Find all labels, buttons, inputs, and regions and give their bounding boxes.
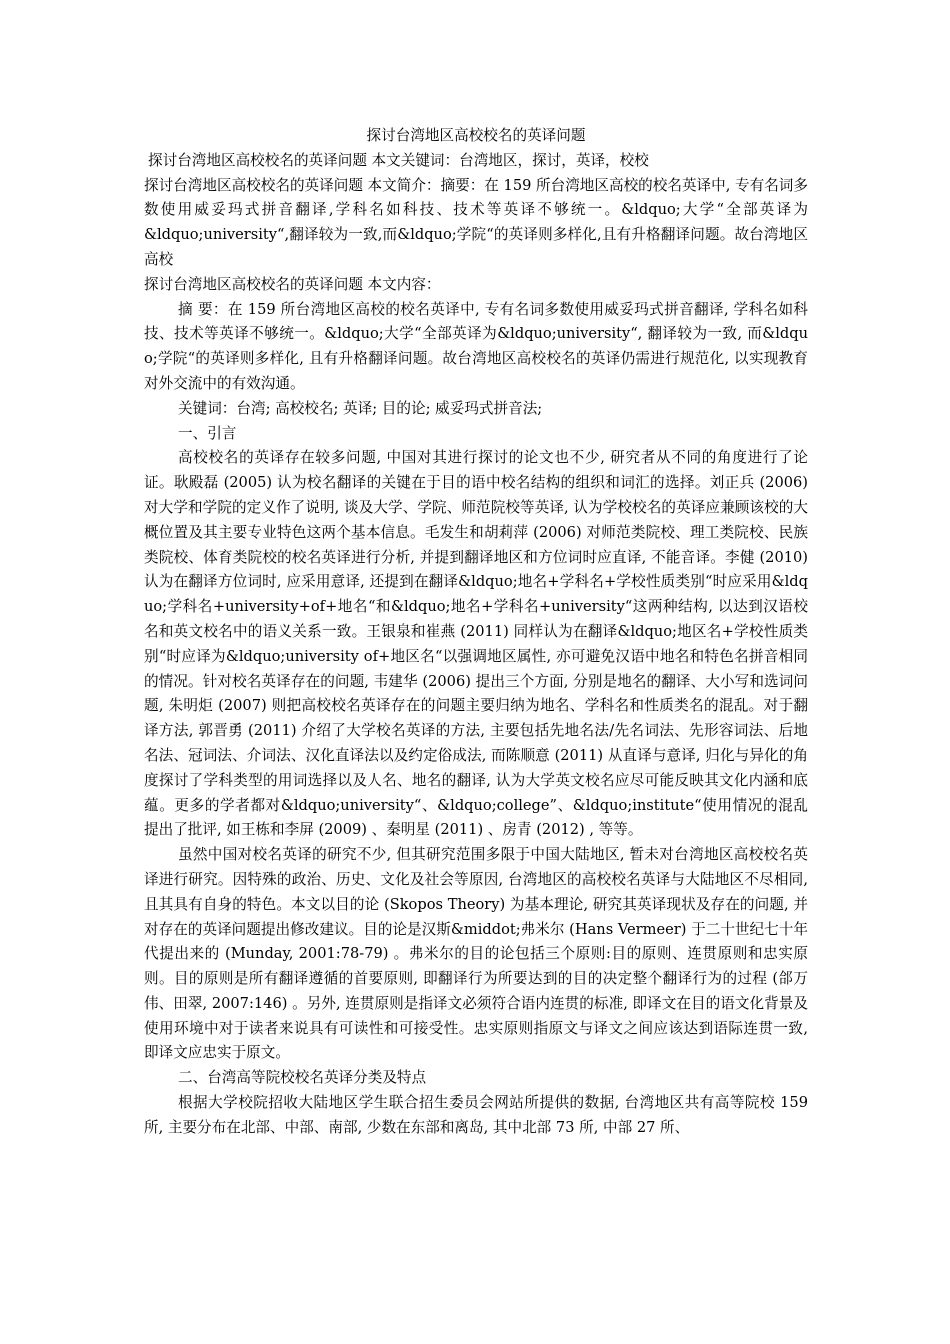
section2-paragraph-1: 根据大学校院招收大陆地区学生联合招生委员会网站所提供的数据, 台湾地区共有高等院校 159 所, 主要分布在北部、中部、南部, 少数在东部和离岛, 其中北部 73 所, 中部 27 所、 — [144, 1094, 808, 1136]
section1-paragraph-2: 虽然中国对校名英译的研究不少, 但其研究范围多限于中国大陆地区, 暂未对台湾地区高校校名英译进行研究。因特殊的政治、历史、文化及社会等原因, 台湾地区的高校校名英译与大陆地区不尽相同, 且其具有自身的特色。本文以目的论 (Skopos Theory) 为基本理论, 研究其英译现状及存在的问题, 并对存在的英译问题提出修改建议。目的论是汉斯&middot;弗米尔 (Hans Vermeer) 于二十世纪七十年代提出来的 (Munday, 2001:78-79) 。弗米尔的目的论包括三个原则:目的原则、连贯原则和忠实原则。目的原则是所有翻译遵循的首要原则, 即翻译行为所要达到的目的决定整个翻译行为的过程 (郃万伟、田翠, 2007:146) 。另外, 连贯原则是指译文必须符合语内连贯的标准, 即译文在目的语文化背景及使用环境中对于读者来说具有可读性和可接受性。忠实原则指原文与译文之间应该达到语际连贯一致, 即译文应忠实于原文。 — [144, 846, 808, 1062]
section-heading-2: 二、台湾高等院校校名英译分类及特点 — [178, 1069, 427, 1087]
abstract-paragraph: 摘 要：在 159 所台湾地区高校的校名英译中, 专有名词多数使用威妥玛式拼音翻译, 学科名如科技、技术等英译不够统一。&ldquo;大学“全部英译为&ldquo;university“, 翻译较为一致, 而&ldquo;学院“的英译则多样化, 且有升格翻译问题。故台湾地区高校校名的英译仍需进行规范化, 以实现教育对外交流中的有效沟通。 — [144, 300, 808, 392]
document-page — [144, 124, 808, 1141]
keywords-line: 探讨台湾地区高校校名的英译问题 本文关键词：台湾地区，探讨，英译，校校 — [148, 151, 649, 169]
content-line: 探讨台湾地区高校校名的英译问题 本文内容： — [144, 275, 441, 293]
document-title: 探讨台湾地区高校校名的英译问题 — [366, 127, 586, 144]
keywords-paragraph: 关键词：台湾; 高校校名; 英译; 目的论; 威妥玛式拼音法; — [178, 399, 543, 417]
intro-line: 探讨台湾地区高校校名的英译问题 本文简介：摘要：在 159 所台湾地区高校的校名英译中, 专有名词多数使用威妥玛式拼音翻译,学科名如科技、技术等英译不够统一。&ldquo;大学“全部英译为&ldquo;university“,翻译较为一致,而&ldquo;学院“的英译则多样化,且有升格翻译问题。故台湾地区高校 — [144, 176, 808, 268]
section1-paragraph-1: 高校校名的英译存在较多问题, 中国对其进行探讨的论文也不少, 研究者从不同的角度进行了论证。耿殿磊 (2005) 认为校名翻译的关键在于目的语中校名结构的组织和词汇的选择。刘正兵 (2006) 对大学和学院的定义作了说明, 谈及大学、学院、师范院校等英译, 认为学校校名的英译应兼顾该校的大概位置及其主要专业特色这两个基本信息。毛发生和胡莉萍 (2006) 对师范类院校、理工类院校、民族类院校、体育类院校的校名英译进行分析, 并提到翻译地区和方位词时应直译, 不能音译。李健 (2010) 认为在翻译方位词时, 应采用意译, 还提到在翻译&ldquo;地名+学科名+学校性质类别“时应采用&ldquo;学科名+university+of+地名“和&ldquo;地名+学科名+university“这两种结构, 以达到汉语校名和英文校名中的语义关系一致。王银泉和崔燕 (2011) 同样认为在翻译&ldquo;地区名+学校性质类别“时应译为&ldquo;university of+地区名“以强调地区属性, 亦可避免汉语中地名和特色名拼音相同的情况。针对校名英译存在的问题, 韦建华 (2006) 提出三个方面, 分别是地名的翻译、大小写和选词问题, 朱明炬 (2007) 则把高校校名英译存在的问题主要归纳为地名、学科名和性质类名的混乱。对于翻译方法, 郭晋勇 (2011) 介绍了大学校名英译的方法, 主要包括先地名法/先名词法、先形容词法、后地名法、冠词法、介词法、汉化直译法以及约定俗成法, 而陈顺意 (2011) 从直译与意译, 归化与异化的角度探讨了学科类型的用词选择以及人名、地名的翻译, 认为大学英文校名应尽可能反映其文化内涵和底蕴。更多的学者都对&ldquo;university“、&ldquo;college”、&ldquo;institute“使用情况的混乱提出了批评, 如王栋和李屏 (2009) 、秦明星 (2011) 、房青 (2012) , 等等。 — [144, 449, 808, 839]
section-heading-1: 一、引言 — [178, 424, 237, 442]
